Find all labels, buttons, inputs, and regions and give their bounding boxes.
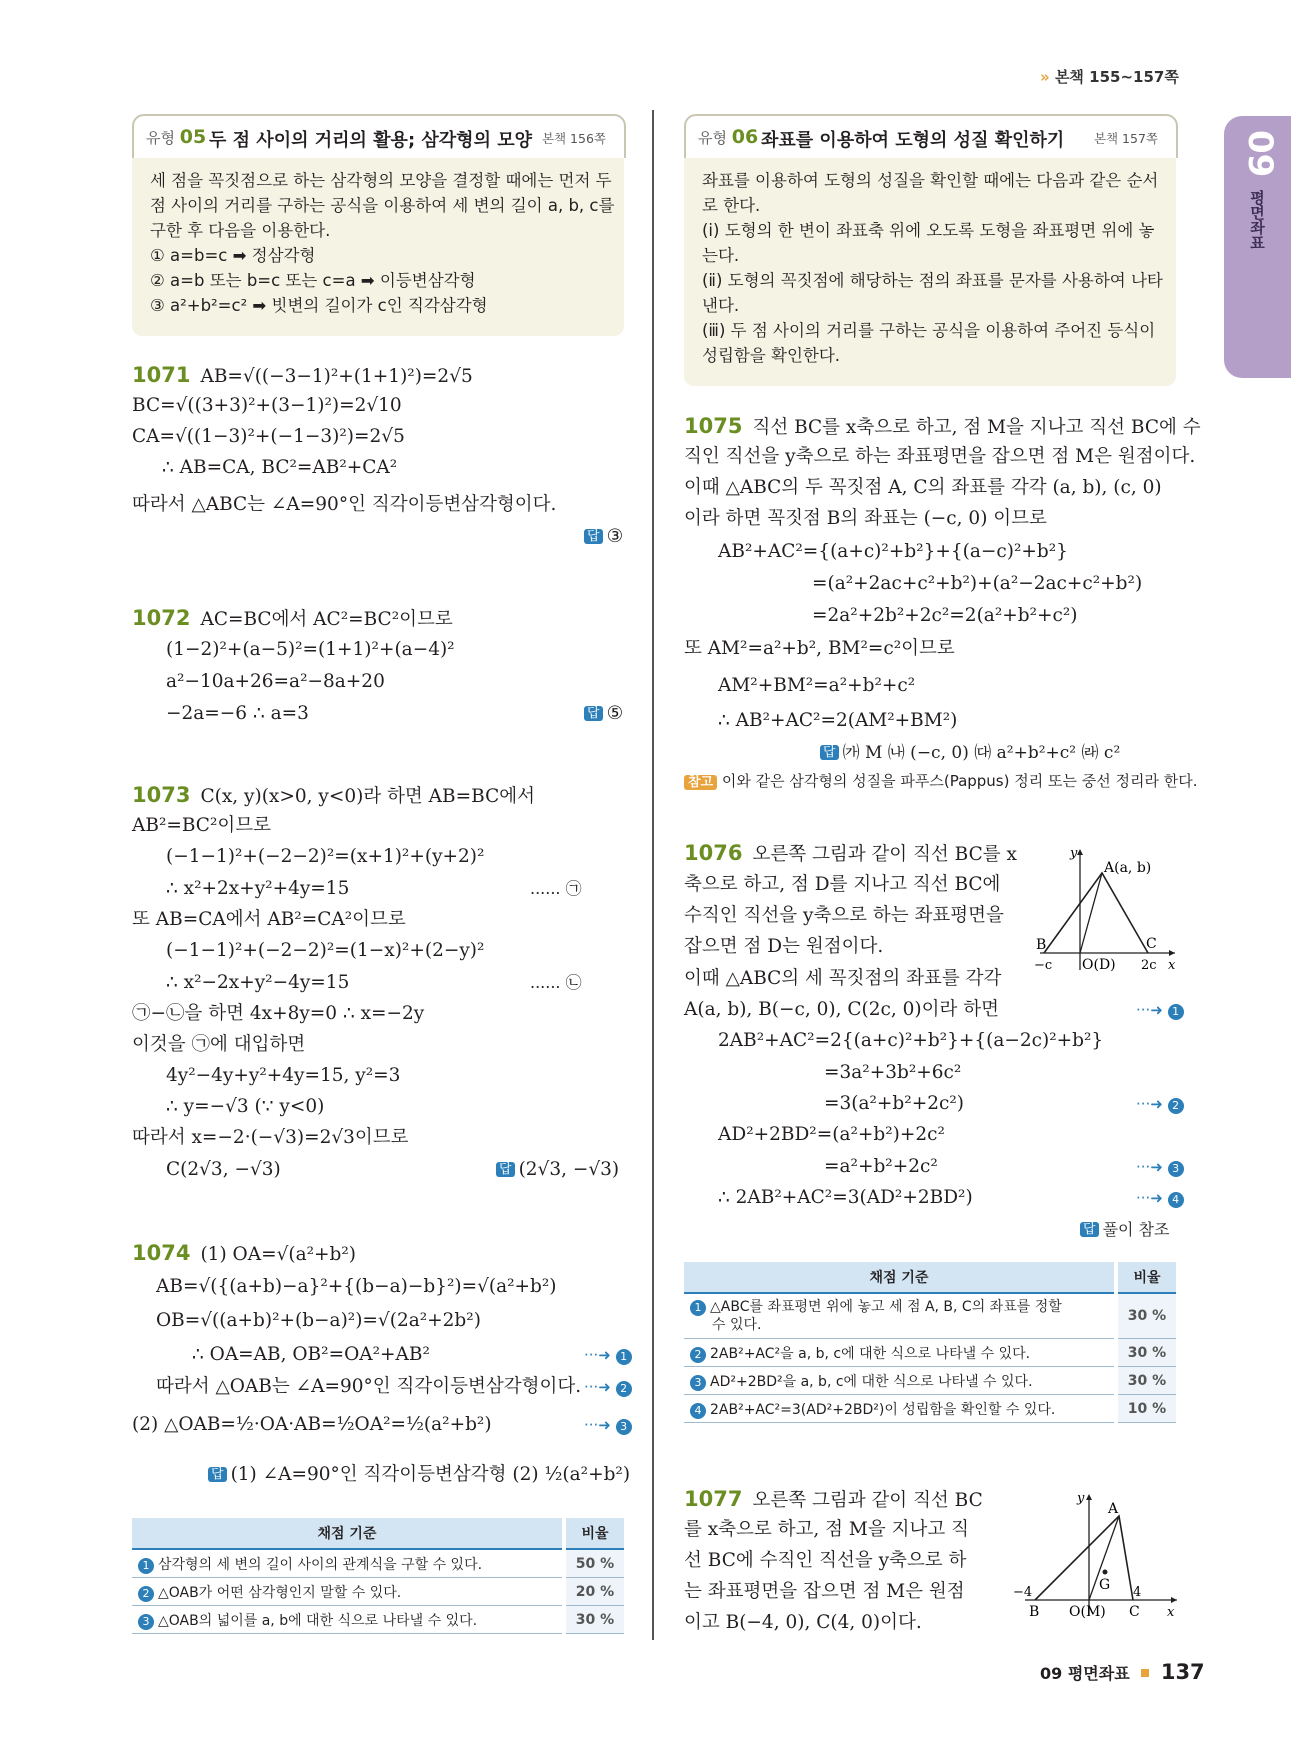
p1076-line-7: =3a²+3b²+6c² [824,1062,962,1083]
step-3-marker: ···➜ 3 [584,1412,636,1438]
p1077-line-2: 선 BC에 수직인 직선을 y축으로 하 [684,1550,967,1571]
point-b-label: B [1029,1604,1040,1620]
type05-body: 세 점을 꼭짓점으로 하는 삼각형의 모양을 결정할 때에는 먼저 두 점 사이의 거리를 구하는 공식을 이용하여 세 변의 길이 a, b, c를 구한 후 다음을 이용한다. ① a=b=c ➡ 정삼각형 ② a=b 또는 b=c 또는 c=a ➡ 이등변삼각형 ③ a²+b²=c² ➡ 빗변의 길이가 c인 직각삼각형 [132,158,624,336]
chapter-number: 09 [1240,130,1280,178]
p1071-line-2: CA=√((1−3)²+(−1−3)²)=2√5 [132,426,405,447]
p1074-line-2: OB=√((a+b)²+(b−a)²)=√(2a²+2b²) [156,1310,481,1331]
step-2-marker: ···➜ 2 [584,1374,636,1400]
p1076-answer: 답 풀이 참조 [1080,1217,1169,1243]
p1071-line-1: BC=√((3+3)²+(3−1)²)=2√10 [132,395,402,416]
p1073-line-10: ∴ y=−√3 (∵ y<0) [166,1096,325,1117]
p1077-line-3: 는 좌표평면을 잡으면 점 M은 원점 [684,1581,965,1602]
p1075-line-4: AB²+AC²={(a+c)²+b²}+{(a−c)²+b²} [718,541,1068,562]
table-row: 1 △ABC를 좌표평면 위에 놓고 세 점 A, B, C의 좌표를 정할 수 있다. 30 % [684,1293,1176,1339]
point-a-label: A [1108,1501,1119,1517]
step-1-marker: ···➜ 1 [584,1342,636,1368]
p1074-line-5: (2) △OAB=½·OA·AB=½OA²=½(a²+b²) [132,1414,492,1435]
p1076-line-2: 수직인 직선을 y축으로 하는 좌표평면을 [684,905,1004,926]
p1075-line-0: 1075 직선 BC를 x축으로 하고, 점 M을 지나고 직선 BC에 수 [684,414,1201,438]
p1073-line-2: (−1−1)²+(−2−2)²=(x+1)²+(y+2)² [166,846,485,867]
p1072-line-3: −2a=−6 ∴ a=3 [166,703,309,724]
p1076-line-1: 축으로 하고, 점 D를 지나고 직선 BC에 [684,874,1001,895]
problem-number: 1071 [132,363,191,387]
answer-icon: 답 [584,706,603,721]
p1075-answer: 답 ㈎ M ㈏ (−c, 0) ㈐ a²+b²+c² ㈑ c² [820,740,1120,766]
tick-4: 4 [1133,1585,1142,1600]
p1074-line-4: 따라서 △OAB는 ∠A=90°인 직각이등변삼각형이다. [156,1376,582,1397]
table-row: 1 삼각형의 세 변의 길이 사이의 관계식을 구할 수 있다. 50 % [132,1549,624,1578]
p1076-line-5: A(a, b), B(−c, 0), C(2c, 0)이라 하면 [684,999,999,1020]
p1077-line-4: 이고 B(−4, 0), C(4, 0)이다. [684,1612,922,1633]
point-a-label: A(a, b) [1104,860,1152,876]
type06-ref: 본책 157쪽 [1093,131,1158,146]
origin-label: O(M) [1069,1604,1106,1620]
p1075-line-6: =2a²+2b²+2c²=2(a²+b²+c²) [812,605,1078,626]
answer-icon: 답 [208,1467,227,1482]
table-row: 2 △OAB가 어떤 삼각형인지 말할 수 있다. 20 % [132,1578,624,1606]
type06-title: 좌표를 이용하여 도형의 성질 확인하기 [761,130,1065,151]
table-row: 3 △OAB의 넓이를 a, b에 대한 식으로 나타낼 수 있다. 30 % [132,1606,624,1634]
x-axis-label: x [1167,1605,1175,1620]
y-axis-label: y [1070,846,1078,861]
y-axis-label: y [1077,1491,1085,1506]
p1075-line-3: 이라 하면 꼭짓점 B의 좌표는 (−c, 0) 이므로 [684,508,1047,529]
point-c-label: C [1129,1604,1140,1620]
p1075-line-7: 또 AM²=a²+b², BM²=c²이므로 [684,638,955,659]
scoring-table-1076: 채점 기준 비율 1 △ABC를 좌표평면 위에 놓고 세 점 A, B, C의 좌표를 정할 수 있다. 30 % 2 2AB²+AC²을 a, b, c에 대한 식으로 나타낼 수 있다. 30 % 3 AD²+2BD²을 a, b, c에 대한 식으로 나타낼 수 있다. 30 % 4 2AB²+AC²=3(AD²+2BD²)이 성립함을 확인할 수 있다. 10 % [684,1262,1176,1423]
p1072-answer: 답 ⑤ [584,701,623,727]
p1073-line-7: ㉠−㉡을 하면 4x+8y=0 ∴ x=−2y [132,1003,425,1024]
p1071-answer: 답 ③ [584,524,623,550]
point-g-label: G [1099,1577,1111,1593]
p1075-line-5: =(a²+2ac+c²+b²)+(a²−2ac+c²+b²) [812,573,1143,594]
p1073-line-8: 이것을 ㉠에 대입하면 [132,1034,306,1055]
p1074-line-1: AB=√({(a+b)−a}²+{(b−a)−b}²)=√(a²+b²) [156,1276,557,1297]
p1073-line-12: C(2√3, −√3) [166,1159,281,1180]
p1076-line-0: 1076 오른쪽 그림과 같이 직선 BC를 x [684,841,1017,865]
scoring-table-1074: 채점 기준 비율 1 삼각형의 세 변의 길이 사이의 관계식을 구할 수 있다. 50 % 2 △OAB가 어떤 삼각형인지 말할 수 있다. 20 % 3 △OAB의 넓이를 a, b에 대한 식으로 나타낼 수 있다. 30 % [132,1518,624,1634]
p1073-answer: 답 (2√3, −√3) [496,1157,619,1183]
p1073-line-3: ∴ x²+2x+y²+4y=15 [166,878,350,899]
footer-chapter: 09 평면좌표 [1040,1664,1130,1683]
answer-icon: 답 [584,529,603,544]
type05-ref: 본책 156쪽 [541,131,606,146]
answer-icon: 답 [820,745,839,760]
p1076-line-4: 이때 △ABC의 세 꼭짓점의 좌표를 각각 [684,968,1002,989]
figure-1077 [1005,1490,1180,1620]
p1073-mark-1: ...... ㉠ [530,879,582,898]
p1075-line-9: ∴ AB²+AC²=2(AM²+BM²) [718,710,958,731]
p1077-line-1: 를 x축으로 하고, 점 M을 지나고 직 [684,1519,969,1540]
p1071-line-0: 1071 AB=√((−3−1)²+(1+1)²)=2√5 [132,363,473,387]
table-row: 4 2AB²+AC²=3(AD²+2BD²)이 성립함을 확인할 수 있다. 10 % [684,1395,1176,1423]
p1074-line-3: ∴ OA=AB, OB²=OA²+AB² [192,1344,430,1365]
p1076-line-10: =a²+b²+2c² [824,1156,938,1177]
tick-minus-4: −4 [1013,1585,1033,1600]
tick-minus-c: −c [1034,958,1053,973]
step-1-marker: ···➜ 1 [1136,997,1188,1023]
p1071-line-3: ∴ AB=CA, BC²=AB²+CA² [162,457,398,478]
origin-label: O(D) [1082,957,1116,973]
step-4-marker: ···➜ 4 [1136,1185,1188,1211]
square-icon [1141,1669,1149,1677]
p1072-line-1: (1−2)²+(a−5)²=(1+1)²+(a−4)² [166,639,455,660]
type06-header: 유형 06 좌표를 이용하여 도형의 성질 확인하기 본책 157쪽 [684,114,1178,158]
p1072-line-0: 1072 AC=BC에서 AC²=BC²이므로 [132,606,453,630]
p1073-line-11: 따라서 x=−2·(−√3)=2√3이므로 [132,1127,409,1148]
answer-icon: 답 [1080,1222,1099,1237]
p1076-line-3: 잡으면 점 D는 원점이다. [684,936,884,957]
step-3-marker: ···➜ 3 [1136,1154,1188,1180]
p1073-line-6: ∴ x²−2x+y²−4y=15 [166,972,350,993]
chapter-title: 평면좌표 [1248,190,1266,250]
figure-1076 [1030,845,1180,975]
p1076-line-6: 2AB²+AC²=2{(a+c)²+b²}+{(a−2c)²+b²} [718,1030,1104,1051]
p1073-line-9: 4y²−4y+y²+4y=15, y²=3 [166,1065,401,1086]
p1073-line-1: AB²=BC²이므로 [132,815,271,836]
x-axis-label: x [1168,958,1176,973]
p1077-line-0: 1077 오른쪽 그림과 같이 직선 BC [684,1487,983,1511]
p1073-line-4: 또 AB=CA에서 AB²=CA²이므로 [132,909,406,930]
p1076-line-8: =3(a²+b²+2c²) [824,1093,964,1114]
type06-body: 좌표를 이용하여 도형의 성질을 확인할 때에는 다음과 같은 순서 로 한다. (ⅰ) 도형의 한 변이 좌표축 위에 오도록 도형을 좌표평면 위에 놓 는다. (ⅱ) 도형의 꼭짓점에 해당하는 점의 좌표를 문자를 사용하여 나타 낸다. (ⅲ) 두 점 사이의 거리를 구하는 공식을 이용하여 주어진 등식이 성립함을 확인한다. [684,158,1176,386]
page-number: 137 [1160,1660,1205,1684]
p1074-line-0: 1074 (1) OA=√(a²+b²) [132,1241,356,1265]
double-chevron-icon: » [1040,68,1050,86]
type05-title: 두 점 사이의 거리의 활용; 삼각형의 모양 [209,130,533,151]
tick-2c: 2c [1141,958,1157,973]
point-b-label: B [1036,937,1047,953]
p1075-line-8: AM²+BM²=a²+b²+c² [718,675,916,696]
p1075-line-2: 이때 △ABC의 두 꼭짓점 A, C의 좌표를 각각 (a, b), (c, 0) [684,477,1162,498]
page-ref: » 본책 155~157쪽 [1040,68,1179,86]
p1076-line-11: ∴ 2AB²+AC²=3(AD²+2BD²) [718,1187,973,1208]
p1072-line-2: a²−10a+26=a²−8a+20 [166,671,385,692]
table-row: 2 2AB²+AC²을 a, b, c에 대한 식으로 나타낼 수 있다. 30 % [684,1339,1176,1367]
table-row: 3 AD²+2BD²을 a, b, c에 대한 식으로 나타낼 수 있다. 30 % [684,1367,1176,1395]
point-c-label: C [1146,936,1157,952]
chapter-side-tab [1224,116,1291,378]
note-badge: 참고 [684,775,717,790]
p1073-line-0: 1073 C(x, y)(x>0, y<0)라 하면 AB=BC에서 [132,783,535,807]
p1074-answer: 답 (1) ∠A=90°인 직각이등변삼각형 (2) ½(a²+b²) [208,1462,630,1488]
p1076-line-9: AD²+2BD²=(a²+b²)+2c² [718,1124,945,1145]
p1073-mark-2: ...... ㉡ [530,973,582,992]
p1071-line-4: 따라서 △ABC는 ∠A=90°인 직각이등변삼각형이다. [132,494,557,515]
column-divider [652,110,654,1640]
type05-header: 유형 05 두 점 사이의 거리의 활용; 삼각형의 모양 본책 156쪽 [132,114,626,158]
p1075-note: 참고 이와 같은 삼각형의 성질을 파푸스(Pappus) 정리 또는 중선 정리라 한다. [684,768,1197,796]
answer-icon: 답 [496,1162,515,1177]
step-2-marker: ···➜ 2 [1136,1091,1188,1117]
p1073-line-5: (−1−1)²+(−2−2)²=(1−x)²+(2−y)² [166,940,485,961]
p1075-line-1: 직인 직선을 y축으로 하는 좌표평면을 잡으면 점 M은 원점이다. [684,446,1196,467]
page-footer [1040,1660,1205,1684]
